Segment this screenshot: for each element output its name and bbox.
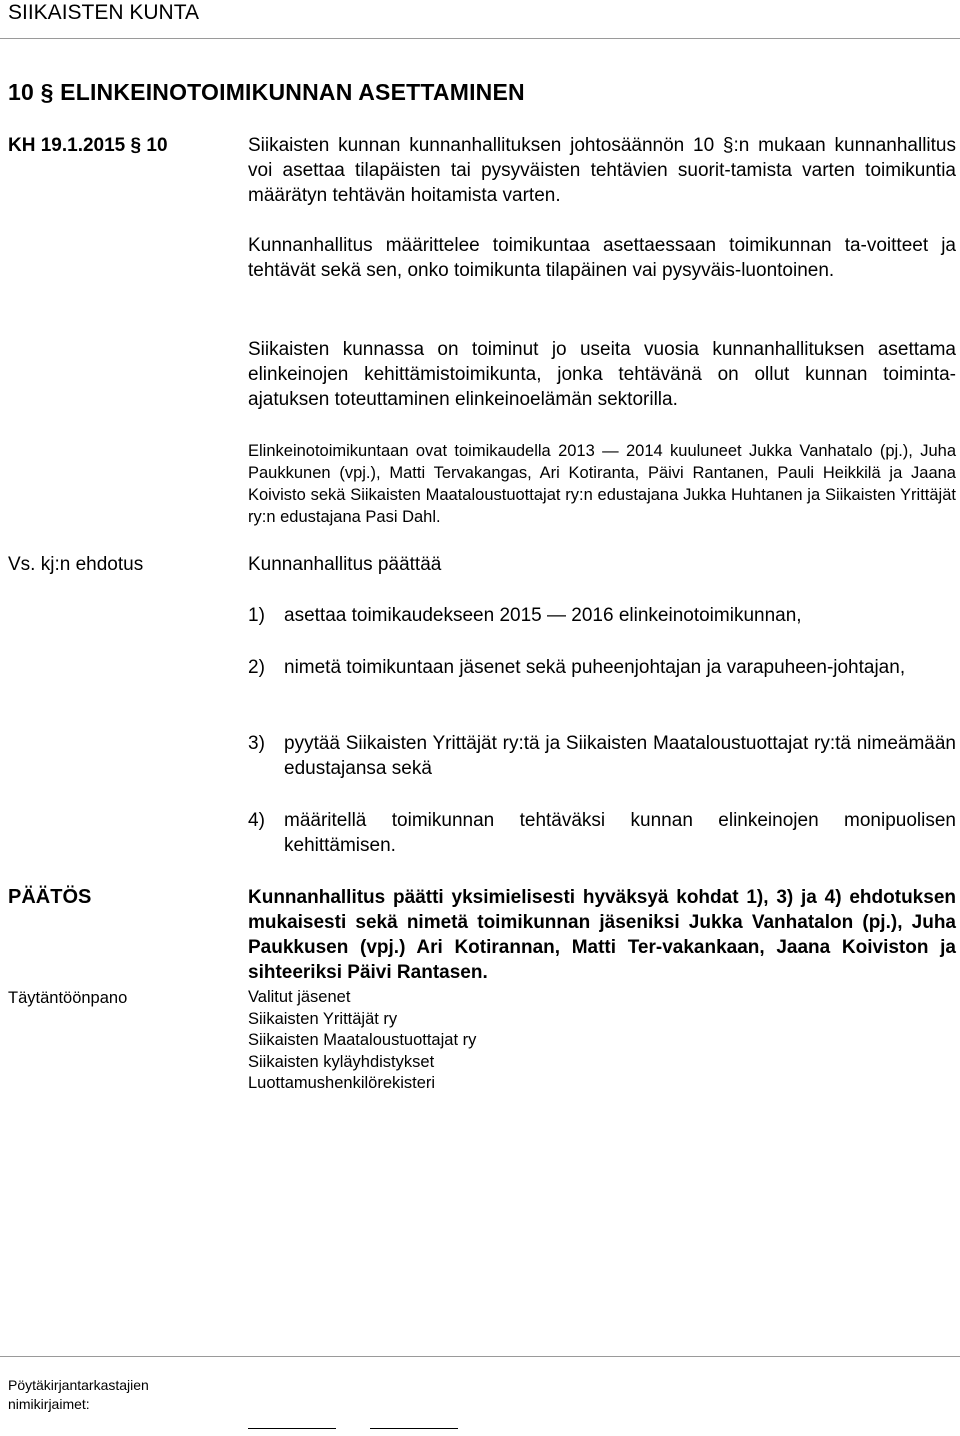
signature-line-1 [248, 1428, 336, 1429]
list-item-text: nimetä toimikuntaan jäsenet sekä puheenjohtajan ja varapuheen-johtajan, [284, 657, 906, 678]
proposal-label: Vs. kj:n ehdotus [8, 554, 144, 575]
list-item: Siikaisten kyläyhdistykset [248, 1052, 435, 1071]
intro-text-3: Siikaisten kunnassa on toiminut jo useita vuosia kunnanhallituksen asettama elinkeinojen kehittämistoimikunta, jonka tehtävänä on ollut kunnan toiminta-ajatuksen toteuttaminen elinkeinoelämän sektorilla. [248, 339, 956, 410]
list-item-number: 2) [248, 657, 265, 678]
members-text: Elinkeinotoimikuntaan ovat toimikaudella 2013 — 2014 kuuluneet Jukka Vanhatalo (pj.), Juha Paukkunen (vpj.), Matti Tervakangas, Ari Kotiranta, Päivi Rantanen, Pauli Heikkilä ja Jaana Koivisto sekä Siikaisten Maataloustuottajat ry:n edustajana Jukka Huhtanen ja Siikaisten Yrittäjät ry:n edustajana Pasi Dahl. [248, 442, 956, 526]
list-item-text: pyytää Siikaisten Yrittäjät ry:tä ja Siikaisten Maataloustuottajat ry:tä nimeämään edustajansa sekä [284, 733, 956, 779]
proposal-lead: Kunnanhallitus päättää [248, 554, 442, 575]
intro-paragraph-2 [248, 233, 956, 283]
list-item: Luottamushenkilörekisteri [248, 1074, 436, 1092]
decision-text: Kunnanhallitus päätti yksimielisesti hyväksyä kohdat 1), 3) ja 4) ehdotuksen mukaisesti sekä nimetä toimikunnan jäseniksi Jukka Vanhatalon (pj.), Juha Paukkusen (vpj.) Ari Kotirannan, Matti Ter-vakankaan, Jaana Koiviston ja sihteeriksi Päivi Rantasen. [248, 887, 956, 983]
list-item: Siikaisten Yrittäjät ry [248, 1009, 398, 1028]
signature-line-2 [370, 1428, 458, 1429]
list-item: Valitut jäsenet [248, 988, 351, 1006]
intro-paragraph-1 [248, 133, 956, 208]
list-item-number: 1) [248, 605, 265, 626]
footer-divider [0, 1356, 960, 1357]
organization-name: SIIKAISTEN KUNTA [8, 1, 199, 24]
list-item-number: 4) [248, 810, 265, 831]
list-item-number: 3) [248, 733, 265, 754]
intro-text-1: Siikaisten kunnan kunnanhallituksen johtosäännön 10 §:n mukaan kunnanhallitus voi asettaa tilapäisten tai pysyväisten tehtävien suorit-tamista varten toimikuntia määrätyn tehtävän hoitamista varten. [248, 135, 956, 206]
header-divider [0, 38, 960, 39]
reviewers-initials-label: Pöytäkirjantarkastajien nimikirjaimet: [8, 1377, 149, 1412]
section-title: 10 § ELINKEINOTOIMIKUNNAN ASETTAMINEN [8, 79, 525, 105]
intro-text-2: Kunnanhallitus määrittelee toimikuntaa asettaessaan toimikunnan ta-voitteet ja tehtävät sekä sen, onko toimikunta tilapäinen vai pysyväis-luontoinen. [248, 235, 956, 281]
intro-paragraph-3 [248, 337, 956, 412]
decision-label: PÄÄTÖS [8, 886, 92, 908]
execution-recipients [248, 987, 476, 1095]
execution-label: Täytäntöönpano [8, 989, 128, 1007]
members-paragraph [248, 440, 956, 528]
list-item: Siikaisten Maataloustuottajat ry [248, 1031, 477, 1049]
list-item-text: määritellä toimikunnan tehtäväksi kunnan elinkeinojen monipuolisen kehittämisen. [284, 810, 956, 856]
meeting-reference: KH 19.1.2015 § 10 [8, 135, 168, 156]
list-item-text: asettaa toimikaudekseen 2015 — 2016 elinkeinotoimikunnan, [284, 605, 802, 626]
